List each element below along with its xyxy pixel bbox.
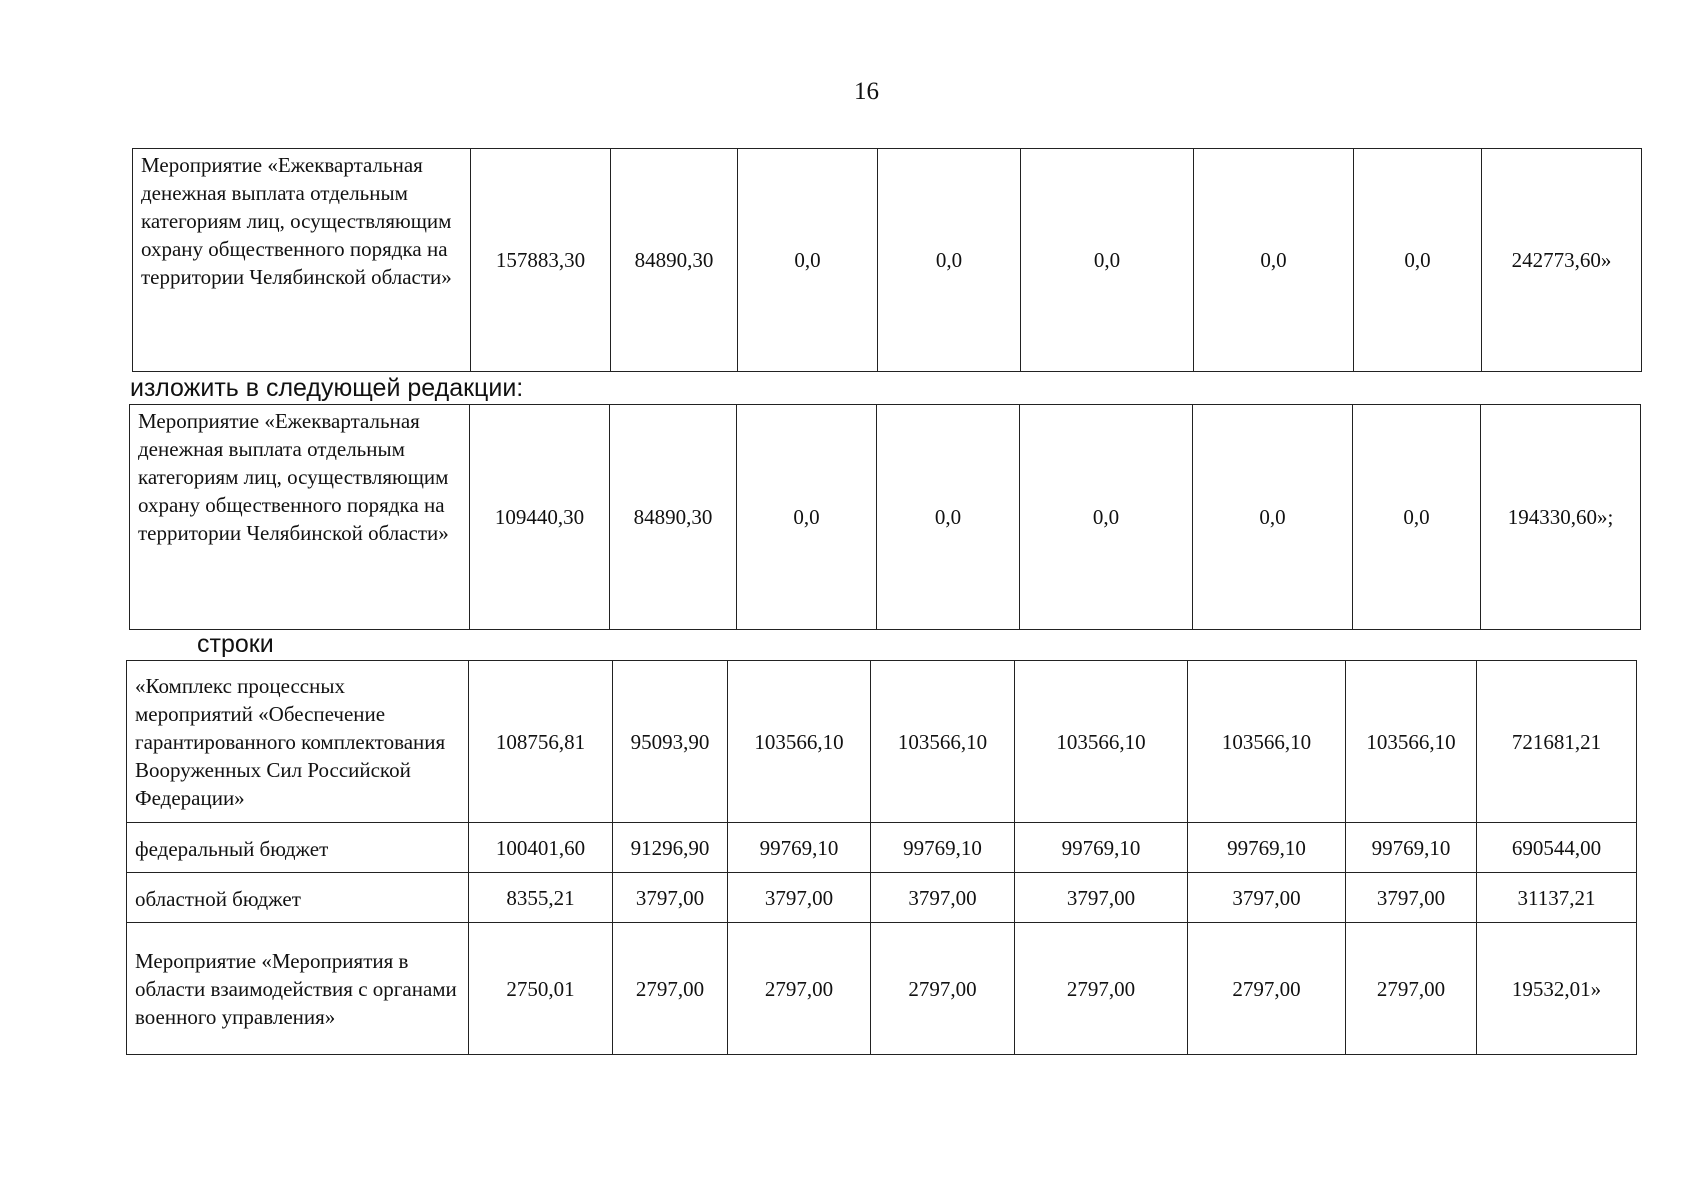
value-cell: 2797,00	[1346, 923, 1477, 1055]
value-cell: 2797,00	[1015, 923, 1188, 1055]
value-cell: 103566,10	[1188, 661, 1346, 823]
value-cell: 0,0	[878, 149, 1021, 372]
value-cell: 84890,30	[611, 149, 738, 372]
value-cell: 109440,30	[470, 405, 610, 630]
value-cell: 0,0	[1193, 405, 1353, 630]
table-row	[127, 823, 1637, 873]
value-cell: 8355,21	[469, 873, 613, 923]
value-cell: 99769,10	[1188, 823, 1346, 873]
value-cell: 84890,30	[610, 405, 737, 630]
value-cell: 194330,60»;	[1481, 405, 1641, 630]
value-cell: 157883,30	[471, 149, 611, 372]
value-cell: 103566,10	[1346, 661, 1477, 823]
value-cell: 2797,00	[613, 923, 728, 1055]
value-cell: 2797,00	[871, 923, 1015, 1055]
value-cell: 2797,00	[728, 923, 871, 1055]
value-cell: 0,0	[1194, 149, 1354, 372]
value-cell: 3797,00	[613, 873, 728, 923]
value-cell: 3797,00	[728, 873, 871, 923]
value-cell: 103566,10	[728, 661, 871, 823]
value-cell: 3797,00	[1346, 873, 1477, 923]
value-cell: 103566,10	[1015, 661, 1188, 823]
value-cell: 0,0	[1021, 149, 1194, 372]
value-cell: 2750,01	[469, 923, 613, 1055]
row-label: Мероприятие «Ежеквартальная денежная выплата отдельным категориям лиц, осуществляющим охрану общественного порядка на территории Челябинской области»	[130, 405, 470, 630]
row-label: областной бюджет	[127, 873, 469, 923]
table-rows	[126, 660, 1637, 1055]
value-cell: 3797,00	[1188, 873, 1346, 923]
note-new-edition: изложить в следующей редакции:	[130, 374, 524, 402]
row-label: «Комплекс процессных мероприятий «Обеспечение гарантированного комплектования Вооруженных Сил Российской Федерации»	[127, 661, 469, 823]
value-cell: 3797,00	[1015, 873, 1188, 923]
table-row	[133, 149, 1642, 372]
value-cell: 2797,00	[1188, 923, 1346, 1055]
value-cell: 99769,10	[871, 823, 1015, 873]
table-row	[130, 405, 1641, 630]
table-row	[127, 873, 1637, 923]
value-cell: 0,0	[1354, 149, 1482, 372]
value-cell: 91296,90	[613, 823, 728, 873]
value-cell: 0,0	[877, 405, 1020, 630]
row-label: Мероприятие «Мероприятия в области взаимодействия с органами военного управления»	[127, 923, 469, 1055]
row-label: Мероприятие «Ежеквартальная денежная выплата отдельным категориям лиц, осуществляющим охрану общественного порядка на территории Челябинской области»	[133, 149, 471, 372]
table-old-edition	[132, 148, 1642, 372]
note-rows: строки	[197, 630, 274, 658]
value-cell: 95093,90	[613, 661, 728, 823]
value-cell: 19532,01»	[1477, 923, 1637, 1055]
value-cell: 0,0	[738, 149, 878, 372]
value-cell: 99769,10	[728, 823, 871, 873]
value-cell: 100401,60	[469, 823, 613, 873]
page-number: 16	[854, 78, 879, 105]
table-row	[127, 661, 1637, 823]
value-cell: 103566,10	[871, 661, 1015, 823]
value-cell: 721681,21	[1477, 661, 1637, 823]
value-cell: 0,0	[737, 405, 877, 630]
value-cell: 0,0	[1020, 405, 1193, 630]
value-cell: 108756,81	[469, 661, 613, 823]
value-cell: 3797,00	[871, 873, 1015, 923]
value-cell: 242773,60»	[1482, 149, 1642, 372]
table-new-edition	[129, 404, 1641, 630]
table-row	[127, 923, 1637, 1055]
value-cell: 99769,10	[1346, 823, 1477, 873]
row-label: федеральный бюджет	[127, 823, 469, 873]
value-cell: 31137,21	[1477, 873, 1637, 923]
value-cell: 690544,00	[1477, 823, 1637, 873]
value-cell: 99769,10	[1015, 823, 1188, 873]
value-cell: 0,0	[1353, 405, 1481, 630]
